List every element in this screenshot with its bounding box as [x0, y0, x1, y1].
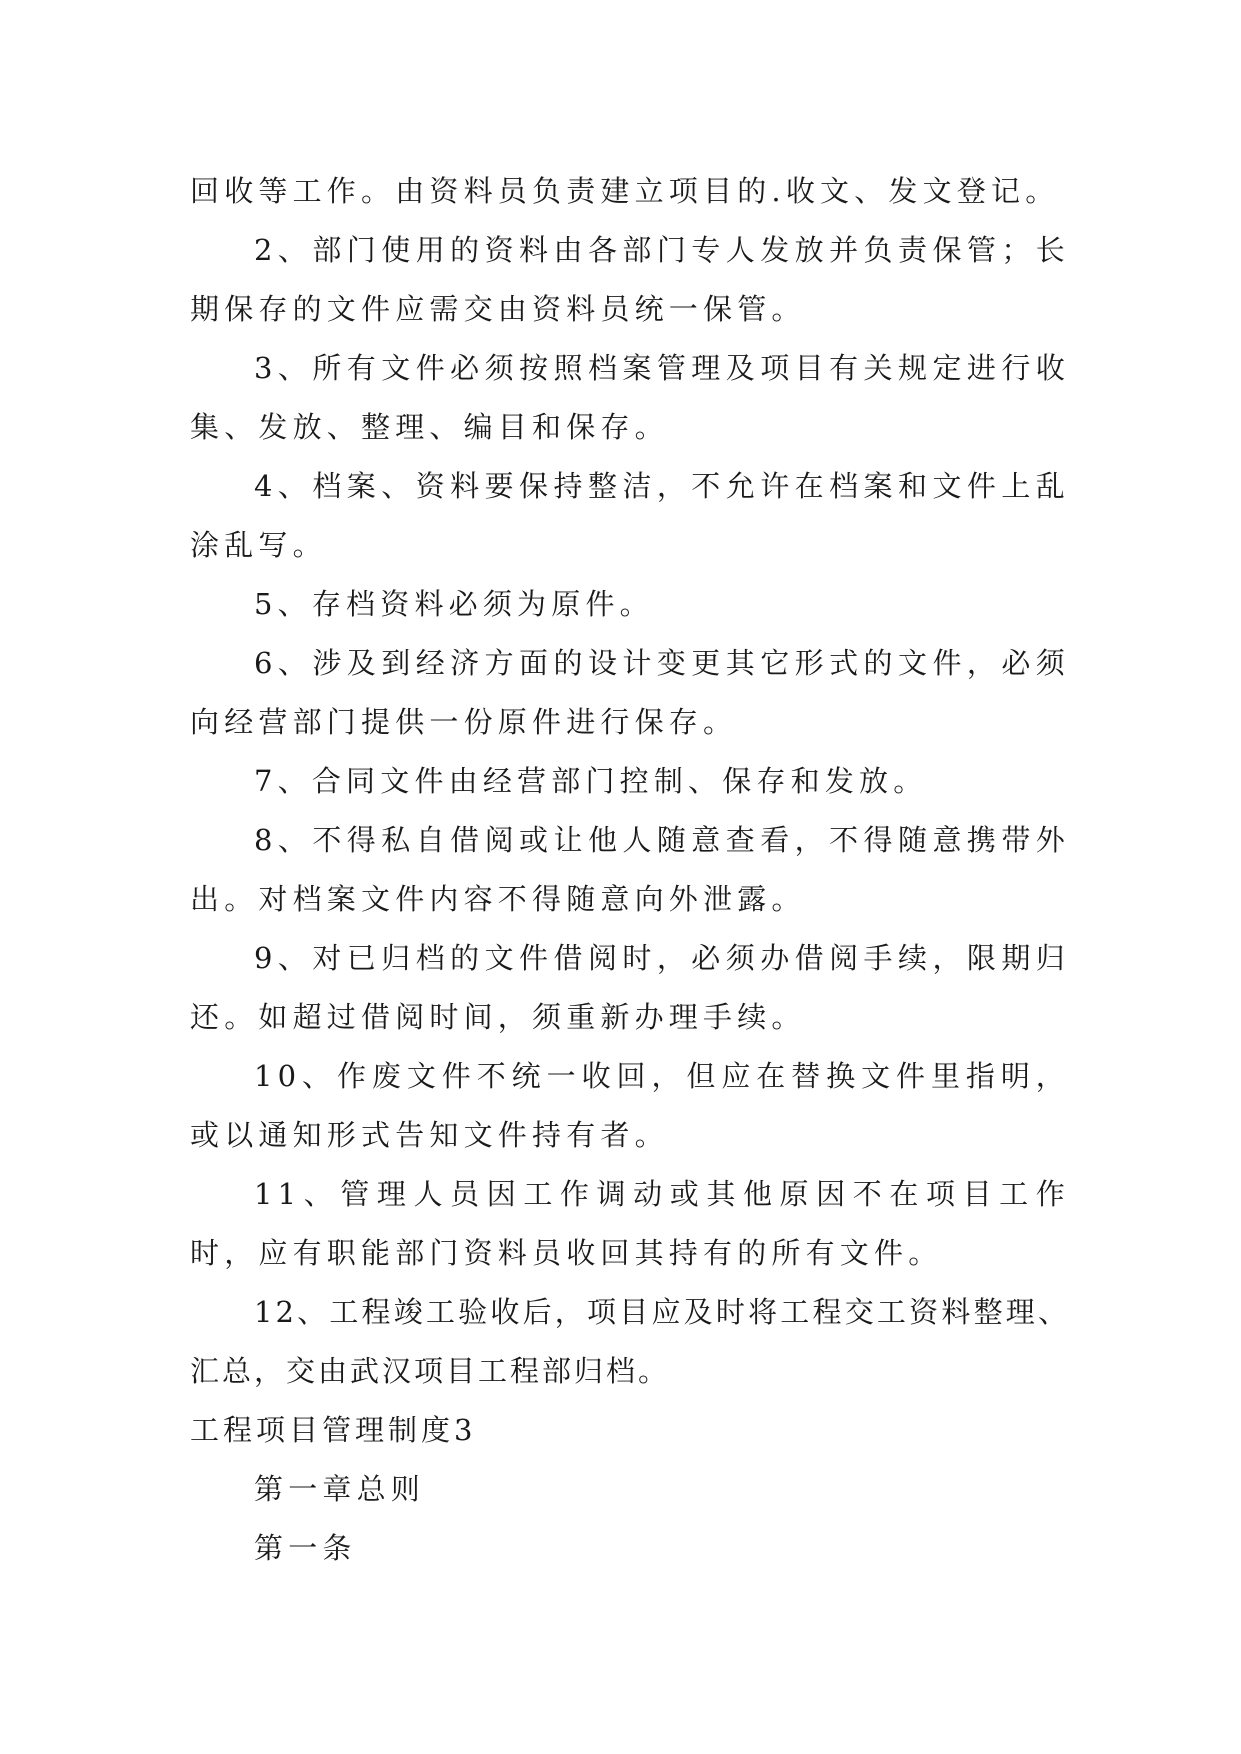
chapter-heading: 第一章总则 [254, 1472, 426, 1506]
paragraph-item-11: 11、管理人员因工作调动或其他原因不在项目工作时，应有职能部门资料员收回其持有的所有文件。 [190, 1177, 1070, 1270]
paragraph-item-8: 8、不得私自借阅或让他人随意查看，不得随意携带外出。对档案文件内容不得随意向外泄露。 [190, 823, 1070, 916]
document-body [190, 162, 1070, 1578]
article-heading: 第一条 [254, 1531, 357, 1565]
paragraph-item-3: 3、所有文件必须按照档案管理及项目有关规定进行收集、发放、整理、编目和保存。 [190, 351, 1070, 444]
paragraph-item-12: 12、工程竣工验收后，项目应及时将工程交工资料整理、汇总，交由武汉项目工程部归档。 [190, 1295, 1070, 1388]
paragraph-item-4: 4、档案、资料要保持整洁，不允许在档案和文件上乱涂乱写。 [190, 469, 1070, 562]
paragraph-item-6: 6、涉及到经济方面的设计变更其它形式的文件，必须向经营部门提供一份原件进行保存。 [190, 646, 1070, 739]
paragraph-item-10: 10、作废文件不统一收回，但应在替换文件里指明，或以通知形式告知文件持有者。 [190, 1059, 1070, 1152]
paragraph-item-2: 2、部门使用的资料由各部门专人发放并负责保管；长期保存的文件应需交由资料员统一保管。 [190, 233, 1070, 326]
section-title: 工程项目管理制度3 [190, 1413, 477, 1447]
paragraph-item-9: 9、对已归档的文件借阅时，必须办借阅手续，限期归还。如超过借阅时间，须重新办理手续。 [190, 941, 1070, 1034]
paragraph-continuation: 回收等工作。由资料员负责建立项目的.收文、发文登记。 [190, 174, 1060, 208]
paragraph-item-5: 5、存档资料必须为原件。 [254, 587, 654, 621]
paragraph-item-7: 7、合同文件由经营部门控制、保存和发放。 [254, 764, 928, 798]
